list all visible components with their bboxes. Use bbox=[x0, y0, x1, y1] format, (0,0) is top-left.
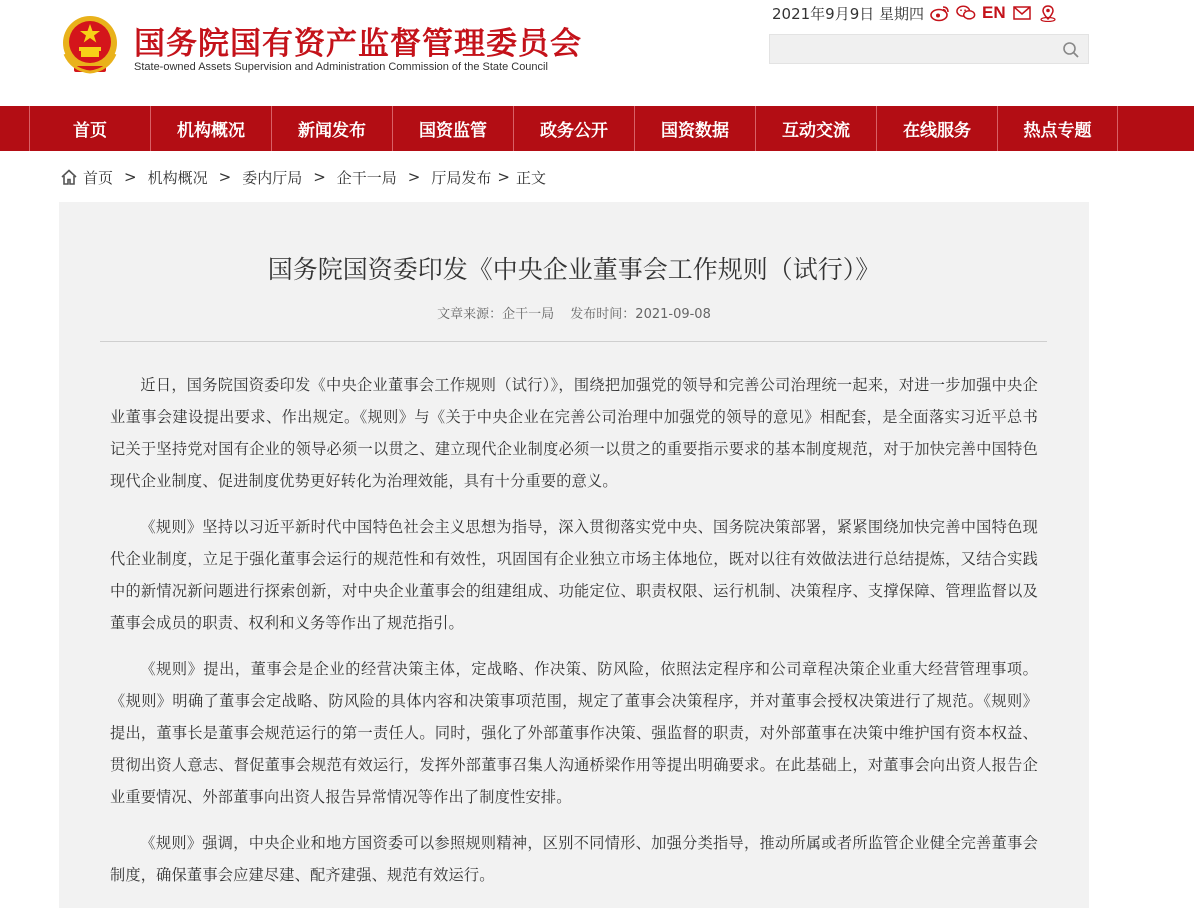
home-icon[interactable] bbox=[60, 168, 78, 186]
breadcrumb-separator: > bbox=[218, 168, 232, 186]
article-paragraph: 《规则》提出，董事会是企业的经营决策主体，定战略、作决策、防风险，依照法定程序和公司章程决策企业重大经营管理事项。《规则》明确了董事会定战略、防风险的具体内容和决策事项范围，规定了董事会决策程序，并对董事会授权决策进行了规范。《规则》提出，董事长是董事会规范运行的第一责任人。同时，强化了外部董事作决策、强监督的职责，对外部董事在决策中维护国有资本权益、贯彻出资人意志、督促董事会规范有效运行，发挥外部董事召集人沟通桥梁作用等提出明确要求。在此基础上，对董事会向出资人报告企业重要情况、外部董事向出资人报告异常情况等作出了制度性安排。 bbox=[110, 660, 1038, 806]
nav-item-home[interactable]: 首页 bbox=[29, 106, 150, 151]
nav-item-topics[interactable]: 热点专题 bbox=[997, 106, 1118, 151]
nav-item-interaction[interactable]: 互动交流 bbox=[755, 106, 876, 151]
article-title: 国务院国资委印发《中央企业董事会工作规则（试行）》 bbox=[267, 255, 881, 284]
breadcrumb-bureau[interactable]: 企干一局 bbox=[336, 168, 397, 187]
article-source: 文章来源：企干一局 bbox=[437, 307, 555, 322]
breadcrumb-current: 正文 bbox=[515, 168, 546, 187]
site-title[interactable]: 国务院国有资产监督管理委员会 bbox=[134, 26, 582, 62]
breadcrumb-home[interactable]: 首页 bbox=[83, 168, 114, 187]
search-icon[interactable] bbox=[1060, 39, 1082, 61]
location-icon[interactable] bbox=[1038, 3, 1058, 23]
current-date: 2021年9月9日 星期四 bbox=[772, 4, 925, 23]
article-paragraph: 《规则》坚持以习近平新时代中国特色社会主义思想为指导，深入贯彻落实党中央、国务院决策部署，紧紧围绕加快完善中国特色现代企业制度，立足于强化董事会运行的规范性和有效性，巩固国有企业独立市场主体地位，既对以往有效做法进行总结提炼，又结合实践中的新情况新问题进行探索创新，对中央企业董事会的组建组成、功能定位、职责权限、运行机制、决策程序、支撑保障、管理监督以及董事会成员的职责、权利和义务等作出了规范指引。 bbox=[110, 518, 1038, 632]
article-paragraph: 近日，国务院国资委印发《中央企业董事会工作规则（试行）》，围绕把加强党的领导和完善公司治理统一起来，对进一步加强中央企业董事会建设提出要求、作出规定。《规则》与《关于中央企业在完善公司治理中加强党的领导的意见》相配套，是全面落实习近平总书记关于坚持党对国有企业的领导必须一以贯之、建立现代企业制度必须一以贯之的重要指示要求的基本制度规范，对于加快完善中国特色现代企业制度、促进制度优势更好转化为治理效能，具有十分重要的意义。 bbox=[110, 376, 1038, 490]
article-publish-time: 发布时间：2021-09-08 bbox=[570, 307, 711, 322]
main-nav bbox=[0, 106, 1194, 151]
site-header bbox=[0, 0, 1194, 106]
breadcrumb-about[interactable]: 机构概况 bbox=[147, 168, 208, 187]
top-utility-bar bbox=[772, 2, 1058, 24]
article-meta bbox=[59, 303, 1089, 322]
search-input[interactable] bbox=[770, 35, 1055, 63]
nav-item-online-service[interactable]: 在线服务 bbox=[876, 106, 997, 151]
english-version-link[interactable]: EN bbox=[982, 3, 1006, 22]
search-box bbox=[769, 34, 1089, 64]
title-divider bbox=[100, 341, 1047, 342]
breadcrumb-separator: > bbox=[124, 168, 137, 186]
breadcrumb-separator: > bbox=[313, 168, 326, 186]
breadcrumb-separator: > bbox=[407, 168, 421, 186]
nav-item-gov-affairs[interactable]: 政务公开 bbox=[513, 106, 634, 151]
breadcrumb-departments[interactable]: 委内厅局 bbox=[242, 168, 303, 187]
weibo-icon[interactable] bbox=[930, 3, 950, 23]
nav-item-news[interactable]: 新闻发布 bbox=[271, 106, 392, 151]
nav-item-supervision[interactable]: 国资监管 bbox=[392, 106, 513, 151]
article-paragraph: 《规则》强调，中央企业和地方国资委可以参照规则精神，区别不同情形、加强分类指导，推动所属或者所监管企业健全完善董事会制度，确保董事会应建尽建、配齐建强、规范有效运行。 bbox=[110, 834, 1038, 884]
national-emblem-logo[interactable] bbox=[60, 14, 120, 76]
breadcrumb-separator: > bbox=[497, 168, 510, 186]
article-container bbox=[59, 202, 1089, 908]
wechat-icon[interactable] bbox=[956, 3, 976, 23]
site-subtitle: State-owned Assets Supervision and Administration Commission of the State Council bbox=[134, 61, 548, 73]
article-body bbox=[110, 369, 1038, 905]
breadcrumb bbox=[60, 166, 546, 188]
nav-item-data[interactable]: 国资数据 bbox=[634, 106, 755, 151]
nav-item-about[interactable]: 机构概况 bbox=[150, 106, 271, 151]
breadcrumb-releases[interactable]: 厅局发布 bbox=[431, 168, 492, 187]
mail-icon[interactable] bbox=[1012, 3, 1032, 23]
